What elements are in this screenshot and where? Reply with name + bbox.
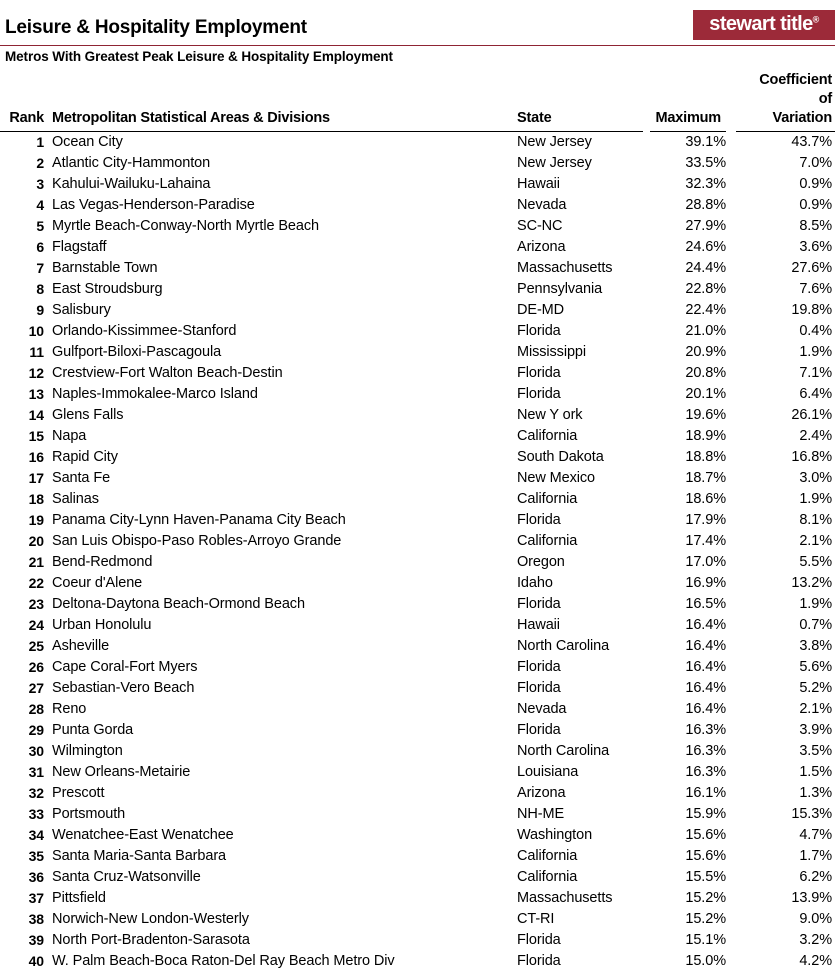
table-row bbox=[0, 594, 835, 615]
cell-metro: Sebastian-Vero Beach bbox=[52, 680, 195, 696]
cell-rank: 14 bbox=[28, 407, 44, 423]
cell-rank: 13 bbox=[28, 386, 44, 402]
table-row bbox=[0, 720, 835, 741]
cell-coefficient-of-variation: 3.8% bbox=[799, 638, 832, 654]
cell-metro: Myrtle Beach-Conway-North Myrtle Beach bbox=[52, 218, 319, 234]
cell-maximum: 39.1% bbox=[685, 134, 726, 150]
column-header-cv-line2: of bbox=[818, 90, 832, 107]
cell-rank: 26 bbox=[28, 659, 44, 675]
cell-coefficient-of-variation: 4.7% bbox=[799, 827, 832, 843]
cell-state: Florida bbox=[517, 722, 561, 738]
cell-rank: 20 bbox=[28, 533, 44, 549]
cell-state: SC-NC bbox=[517, 218, 563, 234]
cell-rank: 15 bbox=[28, 428, 44, 444]
cell-maximum: 15.2% bbox=[685, 890, 726, 906]
cell-maximum: 16.4% bbox=[685, 638, 726, 654]
cell-metro: Salisbury bbox=[52, 302, 111, 318]
cell-metro: Flagstaff bbox=[52, 239, 107, 255]
cell-state: Idaho bbox=[517, 575, 553, 591]
table-row bbox=[0, 363, 835, 384]
cell-coefficient-of-variation: 8.5% bbox=[799, 218, 832, 234]
table-row bbox=[0, 153, 835, 174]
cell-state: New Mexico bbox=[517, 470, 595, 486]
cell-coefficient-of-variation: 1.9% bbox=[799, 596, 832, 612]
cell-rank: 23 bbox=[28, 596, 44, 612]
cell-coefficient-of-variation: 0.7% bbox=[799, 617, 832, 633]
cell-state: Washington bbox=[517, 827, 593, 843]
cell-metro: New Orleans-Metairie bbox=[52, 764, 191, 780]
table-row bbox=[0, 615, 835, 636]
cell-maximum: 16.4% bbox=[685, 659, 726, 675]
table-row bbox=[0, 279, 835, 300]
cell-rank: 4 bbox=[36, 197, 44, 213]
table-row bbox=[0, 447, 835, 468]
stewart-title-logo bbox=[693, 10, 835, 40]
cell-coefficient-of-variation: 2.4% bbox=[799, 428, 832, 444]
cell-rank: 39 bbox=[28, 932, 44, 948]
cell-rank: 5 bbox=[36, 218, 44, 234]
cell-rank: 30 bbox=[28, 743, 44, 759]
cell-state: California bbox=[517, 848, 578, 864]
cell-metro: Wenatchee-East Wenatchee bbox=[52, 827, 234, 843]
column-header-maximum bbox=[646, 70, 731, 132]
column-header-metro bbox=[52, 70, 514, 132]
cell-state: Florida bbox=[517, 659, 561, 675]
cell-coefficient-of-variation: 43.7% bbox=[791, 134, 832, 150]
cell-coefficient-of-variation: 26.1% bbox=[791, 407, 832, 423]
cell-rank: 35 bbox=[28, 848, 44, 864]
cell-state: California bbox=[517, 533, 578, 549]
cell-coefficient-of-variation: 5.2% bbox=[799, 680, 832, 696]
cell-maximum: 21.0% bbox=[685, 323, 726, 339]
column-header-rank bbox=[0, 70, 52, 132]
cell-metro: Crestview-Fort Walton Beach-Destin bbox=[52, 365, 283, 381]
table-row bbox=[0, 258, 835, 279]
cell-metro: W. Palm Beach-Boca Raton-Del Ray Beach Metro Div bbox=[52, 953, 395, 969]
page-title: Leisure & Hospitality Employment bbox=[5, 17, 307, 38]
table-row bbox=[0, 867, 835, 888]
table-row bbox=[0, 510, 835, 531]
cell-state: Florida bbox=[517, 596, 561, 612]
cell-coefficient-of-variation: 1.9% bbox=[799, 344, 832, 360]
cell-rank: 22 bbox=[28, 575, 44, 591]
cell-state: Florida bbox=[517, 680, 561, 696]
cell-state: Florida bbox=[517, 365, 561, 381]
table-row bbox=[0, 342, 835, 363]
cell-maximum: 22.4% bbox=[685, 302, 726, 318]
cell-coefficient-of-variation: 3.6% bbox=[799, 239, 832, 255]
cell-maximum: 16.5% bbox=[685, 596, 726, 612]
cell-metro: Napa bbox=[52, 428, 87, 444]
cell-state: New Jersey bbox=[517, 155, 592, 171]
cell-coefficient-of-variation: 5.6% bbox=[799, 659, 832, 675]
cell-state: North Carolina bbox=[517, 743, 610, 759]
table-row bbox=[0, 216, 835, 237]
table-row bbox=[0, 951, 835, 972]
column-header-state-label: State bbox=[517, 109, 552, 126]
cell-rank: 25 bbox=[28, 638, 44, 654]
cell-state: Mississippi bbox=[517, 344, 586, 360]
cell-coefficient-of-variation: 4.2% bbox=[799, 953, 832, 969]
table-row bbox=[0, 426, 835, 447]
cell-maximum: 17.9% bbox=[685, 512, 726, 528]
cell-coefficient-of-variation: 1.5% bbox=[799, 764, 832, 780]
cell-coefficient-of-variation: 13.2% bbox=[791, 575, 832, 591]
cell-metro: Rapid City bbox=[52, 449, 118, 465]
cell-rank: 1 bbox=[36, 134, 44, 150]
cell-rank: 24 bbox=[28, 617, 44, 633]
cell-maximum: 32.3% bbox=[685, 176, 726, 192]
table-row bbox=[0, 300, 835, 321]
table-row bbox=[0, 762, 835, 783]
table-row bbox=[0, 909, 835, 930]
cell-state: Nevada bbox=[517, 197, 567, 213]
cell-maximum: 17.4% bbox=[685, 533, 726, 549]
cell-state: Arizona bbox=[517, 785, 566, 801]
cell-maximum: 16.4% bbox=[685, 680, 726, 696]
table-row bbox=[0, 321, 835, 342]
cell-metro: Las Vegas-Henderson-Paradise bbox=[52, 197, 255, 213]
cell-state: Nevada bbox=[517, 701, 567, 717]
cell-state: Pennsylvania bbox=[517, 281, 603, 297]
table-row bbox=[0, 552, 835, 573]
cell-state: New Y ork bbox=[517, 407, 583, 423]
cell-rank: 16 bbox=[28, 449, 44, 465]
cell-maximum: 18.7% bbox=[685, 470, 726, 486]
cell-state: New Jersey bbox=[517, 134, 592, 150]
cell-maximum: 24.4% bbox=[685, 260, 726, 276]
cell-state: Massachusetts bbox=[517, 890, 613, 906]
cell-coefficient-of-variation: 0.9% bbox=[799, 197, 832, 213]
cell-metro: Prescott bbox=[52, 785, 105, 801]
cell-metro: Santa Cruz-Watsonville bbox=[52, 869, 201, 885]
cell-coefficient-of-variation: 1.9% bbox=[799, 491, 832, 507]
cell-maximum: 24.6% bbox=[685, 239, 726, 255]
cell-maximum: 17.0% bbox=[685, 554, 726, 570]
cell-metro: Asheville bbox=[52, 638, 110, 654]
cell-maximum: 18.8% bbox=[685, 449, 726, 465]
cell-coefficient-of-variation: 13.9% bbox=[791, 890, 832, 906]
cell-coefficient-of-variation: 15.3% bbox=[791, 806, 832, 822]
cell-maximum: 15.6% bbox=[685, 848, 726, 864]
cell-metro: Deltona-Daytona Beach-Ormond Beach bbox=[52, 596, 305, 612]
cell-metro: Santa Maria-Santa Barbara bbox=[52, 848, 227, 864]
cell-state: California bbox=[517, 428, 578, 444]
cell-rank: 7 bbox=[36, 260, 44, 276]
column-header-cv-line3: Variation bbox=[772, 109, 832, 126]
column-header-cv-line1: Coefficient bbox=[759, 71, 832, 88]
table-row bbox=[0, 468, 835, 489]
cell-coefficient-of-variation: 5.5% bbox=[799, 554, 832, 570]
table-row bbox=[0, 678, 835, 699]
cell-coefficient-of-variation: 8.1% bbox=[799, 512, 832, 528]
cell-coefficient-of-variation: 1.3% bbox=[799, 785, 832, 801]
cell-coefficient-of-variation: 16.8% bbox=[791, 449, 832, 465]
cell-maximum: 15.5% bbox=[685, 869, 726, 885]
cell-metro: Punta Gorda bbox=[52, 722, 134, 738]
table-row bbox=[0, 489, 835, 510]
cell-metro: Portsmouth bbox=[52, 806, 126, 822]
table-header bbox=[0, 70, 835, 132]
cell-metro: Naples-Immokalee-Marco Island bbox=[52, 386, 258, 402]
cell-coefficient-of-variation: 3.9% bbox=[799, 722, 832, 738]
cell-coefficient-of-variation: 0.4% bbox=[799, 323, 832, 339]
cell-state: Hawaii bbox=[517, 176, 560, 192]
cell-maximum: 16.4% bbox=[685, 701, 726, 717]
cell-rank: 37 bbox=[28, 890, 44, 906]
cell-metro: Glens Falls bbox=[52, 407, 124, 423]
column-header-rank-label: Rank bbox=[9, 109, 44, 126]
table-row bbox=[0, 384, 835, 405]
cell-metro: Norwich-New London-Westerly bbox=[52, 911, 249, 927]
table-row bbox=[0, 636, 835, 657]
cell-metro: San Luis Obispo-Paso Robles-Arroyo Grande bbox=[52, 533, 342, 549]
cell-rank: 36 bbox=[28, 869, 44, 885]
cell-coefficient-of-variation: 3.0% bbox=[799, 470, 832, 486]
cell-coefficient-of-variation: 3.2% bbox=[799, 932, 832, 948]
table-row bbox=[0, 573, 835, 594]
table-row bbox=[0, 237, 835, 258]
page-subtitle: Metros With Greatest Peak Leisure & Hospitality Employment bbox=[5, 49, 393, 64]
cell-state: Florida bbox=[517, 932, 561, 948]
cell-rank: 6 bbox=[36, 239, 44, 255]
cell-maximum: 16.3% bbox=[685, 722, 726, 738]
table-row bbox=[0, 531, 835, 552]
column-header-maximum-label: Maximum bbox=[655, 109, 721, 126]
table-row bbox=[0, 195, 835, 216]
cell-rank: 11 bbox=[29, 344, 44, 360]
cell-metro: Gulfport-Biloxi-Pascagoula bbox=[52, 344, 222, 360]
cell-state: Hawaii bbox=[517, 617, 560, 633]
table-row bbox=[0, 783, 835, 804]
cell-rank: 8 bbox=[36, 281, 44, 297]
employment-table bbox=[0, 70, 835, 972]
table-row bbox=[0, 888, 835, 909]
cell-metro: Orlando-Kissimmee-Stanford bbox=[52, 323, 237, 339]
cell-metro: Panama City-Lynn Haven-Panama City Beach bbox=[52, 512, 346, 528]
cell-maximum: 18.9% bbox=[685, 428, 726, 444]
cell-metro: Bend-Redmond bbox=[52, 554, 153, 570]
cell-state: NH-ME bbox=[517, 806, 565, 822]
cell-rank: 12 bbox=[28, 365, 44, 381]
cell-maximum: 15.2% bbox=[685, 911, 726, 927]
cell-rank: 27 bbox=[28, 680, 44, 696]
cell-maximum: 16.3% bbox=[685, 743, 726, 759]
cell-state: DE-MD bbox=[517, 302, 565, 318]
cell-coefficient-of-variation: 7.6% bbox=[799, 281, 832, 297]
cell-metro: Cape Coral-Fort Myers bbox=[52, 659, 198, 675]
cell-metro: Urban Honolulu bbox=[52, 617, 152, 633]
cell-rank: 3 bbox=[36, 176, 44, 192]
cell-maximum: 20.9% bbox=[685, 344, 726, 360]
cell-coefficient-of-variation: 9.0% bbox=[799, 911, 832, 927]
table-row bbox=[0, 405, 835, 426]
cell-metro: Santa Fe bbox=[52, 470, 111, 486]
cell-state: Florida bbox=[517, 323, 561, 339]
cell-maximum: 19.6% bbox=[685, 407, 726, 423]
cell-rank: 29 bbox=[28, 722, 44, 738]
cell-rank: 28 bbox=[28, 701, 44, 717]
cell-metro: East Stroudsburg bbox=[52, 281, 163, 297]
cell-state: Louisiana bbox=[517, 764, 579, 780]
table-body bbox=[0, 132, 835, 973]
column-header-metro-label: Metropolitan Statistical Areas & Divisions bbox=[52, 109, 330, 126]
cell-metro: Pittsfield bbox=[52, 890, 106, 906]
cell-state: Oregon bbox=[517, 554, 565, 570]
cell-rank: 18 bbox=[28, 491, 44, 507]
cell-state: CT-RI bbox=[517, 911, 555, 927]
table-row bbox=[0, 846, 835, 867]
cell-state: Florida bbox=[517, 512, 561, 528]
cell-state: California bbox=[517, 491, 578, 507]
cell-state: South Dakota bbox=[517, 449, 604, 465]
cell-maximum: 16.9% bbox=[685, 575, 726, 591]
table-row bbox=[0, 699, 835, 720]
cell-coefficient-of-variation: 3.5% bbox=[799, 743, 832, 759]
cell-coefficient-of-variation: 6.2% bbox=[799, 869, 832, 885]
table-header-row bbox=[0, 70, 835, 132]
cell-maximum: 18.6% bbox=[685, 491, 726, 507]
cell-rank: 10 bbox=[28, 323, 44, 339]
cell-coefficient-of-variation: 7.0% bbox=[799, 155, 832, 171]
cell-rank: 9 bbox=[36, 302, 44, 318]
cell-metro: Wilmington bbox=[52, 743, 123, 759]
table-row bbox=[0, 132, 835, 154]
cell-state: Florida bbox=[517, 953, 561, 969]
table-row bbox=[0, 825, 835, 846]
cell-rank: 17 bbox=[28, 470, 44, 486]
table-row bbox=[0, 930, 835, 951]
cell-maximum: 22.8% bbox=[685, 281, 726, 297]
cell-maximum: 15.0% bbox=[685, 953, 726, 969]
cell-rank: 32 bbox=[28, 785, 44, 801]
cell-maximum: 15.9% bbox=[685, 806, 726, 822]
cell-coefficient-of-variation: 2.1% bbox=[799, 533, 832, 549]
report-header bbox=[0, 0, 835, 70]
cell-coefficient-of-variation: 0.9% bbox=[799, 176, 832, 192]
cell-state: North Carolina bbox=[517, 638, 610, 654]
cell-maximum: 27.9% bbox=[685, 218, 726, 234]
cell-maximum: 16.3% bbox=[685, 764, 726, 780]
table-row bbox=[0, 804, 835, 825]
cell-rank: 2 bbox=[36, 155, 44, 171]
cell-maximum: 20.1% bbox=[685, 386, 726, 402]
table-row bbox=[0, 741, 835, 762]
title-divider-rule bbox=[0, 45, 835, 46]
cell-coefficient-of-variation: 2.1% bbox=[799, 701, 832, 717]
cell-state: Massachusetts bbox=[517, 260, 613, 276]
logo-text: stewart title bbox=[709, 13, 813, 35]
cell-coefficient-of-variation: 19.8% bbox=[791, 302, 832, 318]
cell-rank: 33 bbox=[28, 806, 44, 822]
cell-metro: North Port-Bradenton-Sarasota bbox=[52, 932, 250, 948]
cell-rank: 38 bbox=[28, 911, 44, 927]
cell-maximum: 28.8% bbox=[685, 197, 726, 213]
cell-rank: 34 bbox=[28, 827, 44, 843]
cell-rank: 40 bbox=[28, 953, 44, 969]
cell-maximum: 16.4% bbox=[685, 617, 726, 633]
logo-wordmark bbox=[709, 14, 818, 34]
cell-state: Florida bbox=[517, 386, 561, 402]
cell-metro: Atlantic City-Hammonton bbox=[52, 155, 211, 171]
cell-maximum: 15.1% bbox=[685, 932, 726, 948]
cell-rank: 21 bbox=[28, 554, 44, 570]
cell-state: Arizona bbox=[517, 239, 566, 255]
cell-maximum: 16.1% bbox=[685, 785, 726, 801]
column-header-state bbox=[514, 70, 646, 132]
cell-coefficient-of-variation: 6.4% bbox=[799, 386, 832, 402]
employment-table-container bbox=[0, 70, 835, 972]
column-header-coefficient-of-variation bbox=[731, 70, 835, 132]
cell-metro: Coeur d'Alene bbox=[52, 575, 143, 591]
cell-metro: Salinas bbox=[52, 491, 99, 507]
cell-maximum: 20.8% bbox=[685, 365, 726, 381]
cell-metro: Ocean City bbox=[52, 134, 123, 150]
registered-mark-icon: ® bbox=[812, 14, 819, 25]
cell-maximum: 33.5% bbox=[685, 155, 726, 171]
cell-coefficient-of-variation: 27.6% bbox=[791, 260, 832, 276]
cell-metro: Kahului-Wailuku-Lahaina bbox=[52, 176, 211, 192]
cell-rank: 19 bbox=[28, 512, 44, 528]
cell-metro: Barnstable Town bbox=[52, 260, 158, 276]
cell-metro: Reno bbox=[52, 701, 87, 717]
table-row bbox=[0, 174, 835, 195]
cell-rank: 31 bbox=[28, 764, 44, 780]
cell-coefficient-of-variation: 7.1% bbox=[799, 365, 832, 381]
cell-coefficient-of-variation: 1.7% bbox=[799, 848, 832, 864]
table-row bbox=[0, 657, 835, 678]
cell-state: California bbox=[517, 869, 578, 885]
cell-maximum: 15.6% bbox=[685, 827, 726, 843]
